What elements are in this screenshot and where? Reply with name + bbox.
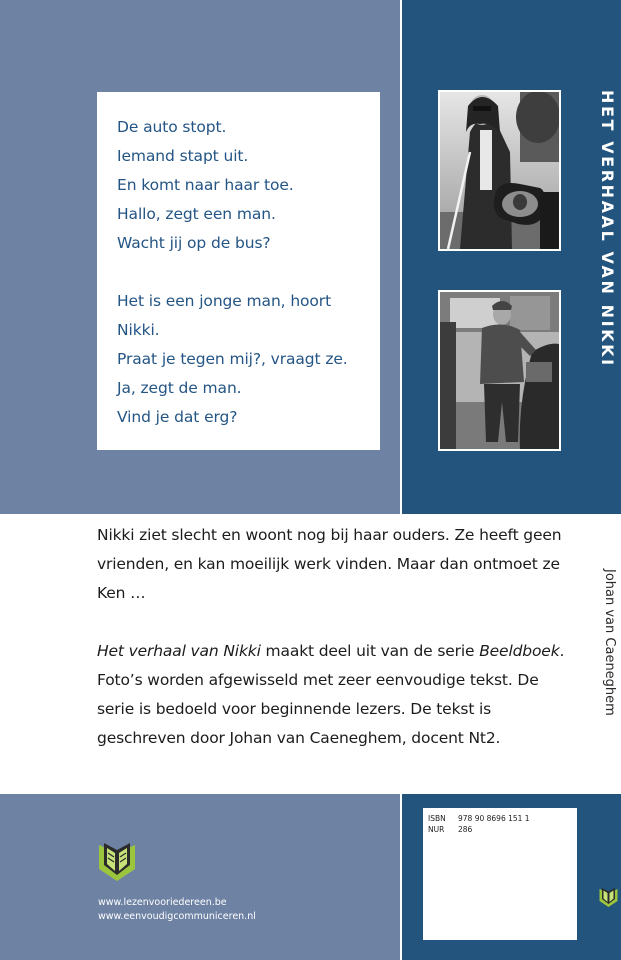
excerpt-line: Wacht jij op de bus? bbox=[117, 234, 271, 252]
excerpt-line: Het is een jonge man, hoort bbox=[117, 292, 332, 310]
book-logo-small-icon bbox=[599, 885, 618, 909]
excerpt-line: Ja, zegt de man. bbox=[117, 379, 242, 397]
blurb-book-title: Het verhaal van Nikki bbox=[97, 642, 261, 660]
nur-label: NUR bbox=[428, 825, 445, 834]
excerpt-line: De auto stopt. bbox=[117, 118, 227, 136]
excerpt-line: En komt naar haar toe. bbox=[117, 176, 294, 194]
nur-value: 286 bbox=[458, 825, 473, 834]
blurb-text: . Foto’s worden afgewisseld met zeer eenvoudige tekst. De serie is bedoeld voor beginnende lezers. De tekst is geschreven door Johan van Caeneghem, docent Nt2. bbox=[97, 642, 565, 747]
excerpt-line: Iemand stapt uit. bbox=[117, 147, 249, 165]
blurb bbox=[97, 521, 567, 753]
book-logo-icon bbox=[98, 839, 136, 883]
isbn-value: 978 90 8696 151 1 bbox=[458, 814, 530, 823]
excerpt-line: Praat je tegen mij?, vraagt ze. bbox=[117, 350, 348, 368]
excerpt-line: Nikki. bbox=[117, 321, 160, 339]
nur-row bbox=[428, 825, 472, 834]
blurb-paragraph-1: Nikki ziet slecht en woont nog bij haar ouders. Ze heeft geen vrienden, en kan moeilijk werk vinden. Maar dan ontmoet ze Ken … bbox=[97, 526, 562, 602]
excerpt-line: Vind je dat erg? bbox=[117, 408, 238, 426]
blurb-series-name: Beeldboek bbox=[479, 642, 560, 660]
photo-woman-with-cane bbox=[438, 90, 561, 251]
url-link[interactable]: www.eenvoudigcommuniceren.nl bbox=[98, 911, 256, 922]
url-link[interactable]: www.lezenvooriedereen.be bbox=[98, 897, 227, 908]
photo-man-by-car bbox=[438, 290, 561, 451]
isbn-label: ISBN bbox=[428, 814, 446, 823]
barcode-box bbox=[423, 808, 577, 940]
blurb-paragraph-2 bbox=[97, 637, 567, 753]
back-cover-bottom-panel bbox=[0, 794, 400, 960]
excerpt-line: Hallo, zegt een man. bbox=[117, 205, 276, 223]
excerpt-card bbox=[97, 92, 380, 450]
spine-title: HET VERHAAL VAN NIKKI bbox=[598, 90, 617, 368]
publisher-urls bbox=[98, 896, 256, 924]
spine-author: Johan van Caeneghem bbox=[602, 569, 617, 716]
stanza-gap bbox=[117, 258, 380, 287]
blurb-text: maakt deel uit van de serie bbox=[260, 642, 480, 660]
isbn-row bbox=[428, 814, 530, 823]
